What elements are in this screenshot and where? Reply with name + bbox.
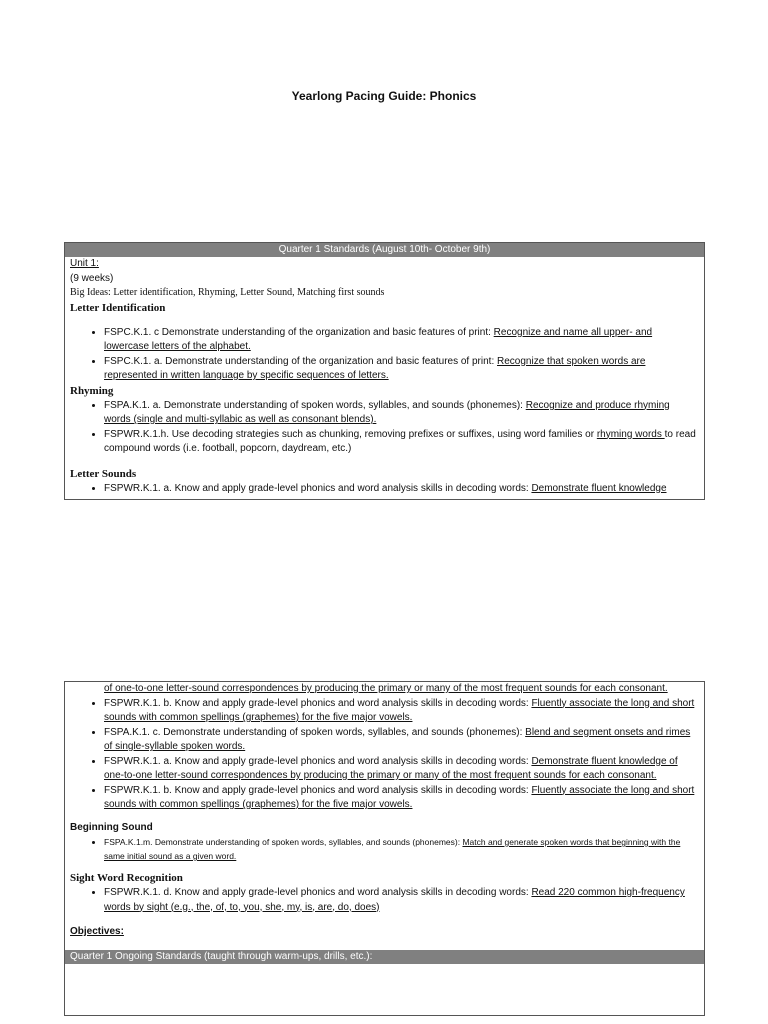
big-ideas: Big Ideas: Letter identification, Rhyming, Letter Sound, Matching first sounds [70,287,385,298]
list-item: • FSPA.K.1. a. Demonstrate understanding of spoken words, syllables, and sounds (phonemes): Recognize and produce rhyming words (single and multi-syllabic as well as consonant blends). [104,399,698,428]
heading-beginning-sound: Beginning Sound [70,821,153,833]
heading-rhyming: Rhyming [70,384,114,397]
sight-word-list [70,886,698,915]
standard-link: Blend and segment onsets and rimes of single-syllable spoken words. [104,726,691,752]
standard-link: Recognize that spoken words are represented in written language by specific sequences of letters. [104,355,646,381]
list-item: • FSPC.K.1. c Demonstrate understanding of the organization and basic features of print: Recognize and name all upper- and lowercase letters of the alphabet. [104,326,698,355]
standard-link: Read 220 common high-frequency words by sight (e.g., the, of, to, you, she, my, is, are, do, does) [104,887,685,913]
unit-1-content [65,257,704,496]
objectives-label: Objectives: [70,926,124,937]
continued-standard-text: of one-to-one letter-sound correspondences by producing the primary or many of the most frequent sounds for each consonant. [104,683,668,694]
heading-letter-identification: Letter Identification [70,301,166,314]
list-item: • FSPWR.K.1. a. Know and apply grade-level phonics and word analysis skills in decoding words: Demonstrate fluent knowledge [104,482,698,497]
standard-link: Recognize and produce rhyming words (single and multi-syllabic as well as consonant blends). [104,399,670,425]
continued-content [65,682,704,950]
standard-link: Demonstrate fluent knowledge of one-to-one letter-sound correspondences by producing the primary or many of the most frequent sounds for each consonant. [104,755,678,781]
quarter-1-ongoing-standards-header: Quarter 1 Ongoing Standards (taught through warm-ups, drills, etc.): [65,950,704,964]
list-item: • FSPWR.K.1. a. Know and apply grade-level phonics and word analysis skills in decoding words: Demonstrate fluent knowledge of one-to-one letter-sound correspondences by producing the primary or many of the most frequent sounds for each consonant. [104,755,698,784]
heading-sight-word-recognition: Sight Word Recognition [70,872,183,884]
unit-label: Unit 1: [70,258,99,269]
beginning-sound-list [70,835,698,863]
standard-link: Fluently associate the long and short sounds with common spellings (graphemes) for the five major vowels. [104,697,695,723]
list-item: • FSPWR.K.1.h. Use decoding strategies such as chunking, removing prefixes or suffixes, using word families or rhyming words to read compound words (i.e. football, popcorn, daydream, etc.) [104,428,698,457]
standard-link: Match and generate spoken words that beginning with the same initial sound as a given word. [104,837,681,861]
letter-sounds-list-continued [70,697,698,813]
rhyming-list [70,399,698,457]
list-item: • FSPA.K.1.m. Demonstrate understanding of spoken words, syllables, and sounds (phonemes): Match and generate spoken words that beginning with the same initial sound as a given word. [104,835,698,863]
standard-link: rhyming words [596,428,665,440]
list-item: • FSPWR.K.1. b. Know and apply grade-level phonics and word analysis skills in decoding words: Fluently associate the long and short sounds with common spellings (graphemes) for the five major vowels. [104,784,698,813]
standard-link: Demonstrate fluent knowledge [531,482,667,494]
list-item: • FSPC.K.1. a. Demonstrate understanding of the organization and basic features of print: Recognize that spoken words are represented in written language by specific sequences of letters. [104,355,698,384]
standard-link: Fluently associate the long and short sounds with common spellings (graphemes) for the five major vowels. [104,784,695,810]
quarter-1-standards-table [64,242,705,500]
letter-sounds-list [70,482,698,497]
quarter-1-standards-table-continued [64,681,705,1016]
list-item: • FSPWR.K.1. b. Know and apply grade-level phonics and word analysis skills in decoding words: Fluently associate the long and short sounds with common spellings (graphemes) for the five major vowels. [104,697,698,726]
list-item: • FSPWR.K.1. d. Know and apply grade-level phonics and word analysis skills in decoding words: Read 220 common high-frequency words by sight (e.g., the, of, to, you, she, my, is, are, do, does) [104,886,698,915]
letter-identification-list [70,326,698,384]
page-title: Yearlong Pacing Guide: Phonics [291,89,477,103]
standard-link: Recognize and name all upper- and lowercase letters of the alphabet. [104,326,653,352]
list-item: • FSPA.K.1. c. Demonstrate understanding of spoken words, syllables, and sounds (phonemes): Blend and segment onsets and rimes of single-syllable spoken words. [104,726,698,755]
unit-weeks: (9 weeks) [70,272,114,284]
heading-letter-sounds: Letter Sounds [70,467,137,480]
quarter-1-standards-header: Quarter 1 Standards (August 10th- October 9th) [65,243,704,257]
